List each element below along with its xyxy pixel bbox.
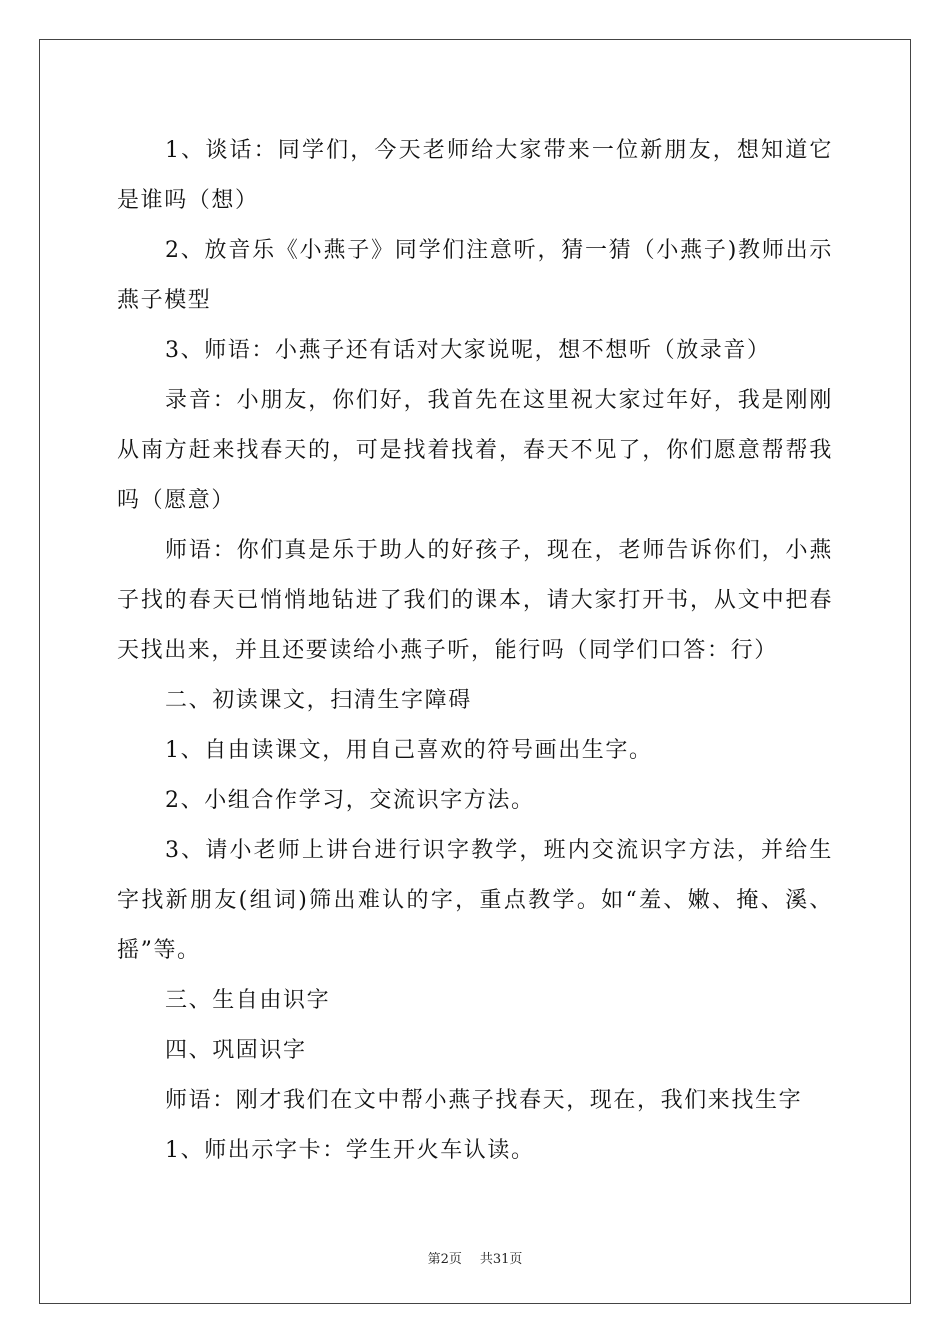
paragraph: 师语：刚才我们在文中帮小燕子找春天，现在，我们来找生字: [165, 1088, 803, 1113]
paragraph: 1、自由读课文，用自己喜欢的符号画出生字。: [165, 738, 653, 763]
paragraph: 3、请小老师上讲台进行识字教学，班内交流识字方法，并给生字找新朋友(组词)筛出难认的字，重点教学。如“羞、嫩、掩、溪、摇”等。: [117, 838, 833, 963]
section-heading: 四、巩固识字: [165, 1038, 307, 1063]
paragraph: 1、谈话：同学们，今天老师给大家带来一位新朋友，想知道它是谁吗（想）: [117, 138, 833, 213]
paragraph: 录音：小朋友，你们好，我首先在这里祝大家过年好，我是刚刚从南方赶来找春天的，可是找着找着，春天不见了，你们愿意帮帮我吗（愿意）: [117, 388, 833, 513]
section-heading: 二、初读课文，扫清生字障碍: [165, 688, 472, 713]
page-footer: [0, 1248, 950, 1267]
paragraph: 2、小组合作学习，交流识字方法。: [165, 788, 535, 813]
paragraph: 2、放音乐《小燕子》同学们注意听，猜一猜（小燕子)教师出示燕子模型: [117, 238, 833, 313]
document-body: [117, 126, 833, 1176]
page-number: 第2页: [427, 1252, 462, 1267]
section-heading: 三、生自由识字: [165, 988, 331, 1013]
paragraph: 师语：你们真是乐于助人的好孩子，现在，老师告诉你们，小燕子找的春天已悄悄地钻进了我们的课本，请大家打开书，从文中把春天找出来，并且还要读给小燕子听，能行吗（同学们口答：行）: [117, 538, 833, 663]
page-total: 共31页: [479, 1252, 523, 1267]
paragraph: 3、师语：小燕子还有话对大家说呢，想不想听（放录音）: [165, 338, 771, 363]
paragraph: 1、师出示字卡：学生开火车认读。: [165, 1138, 535, 1163]
